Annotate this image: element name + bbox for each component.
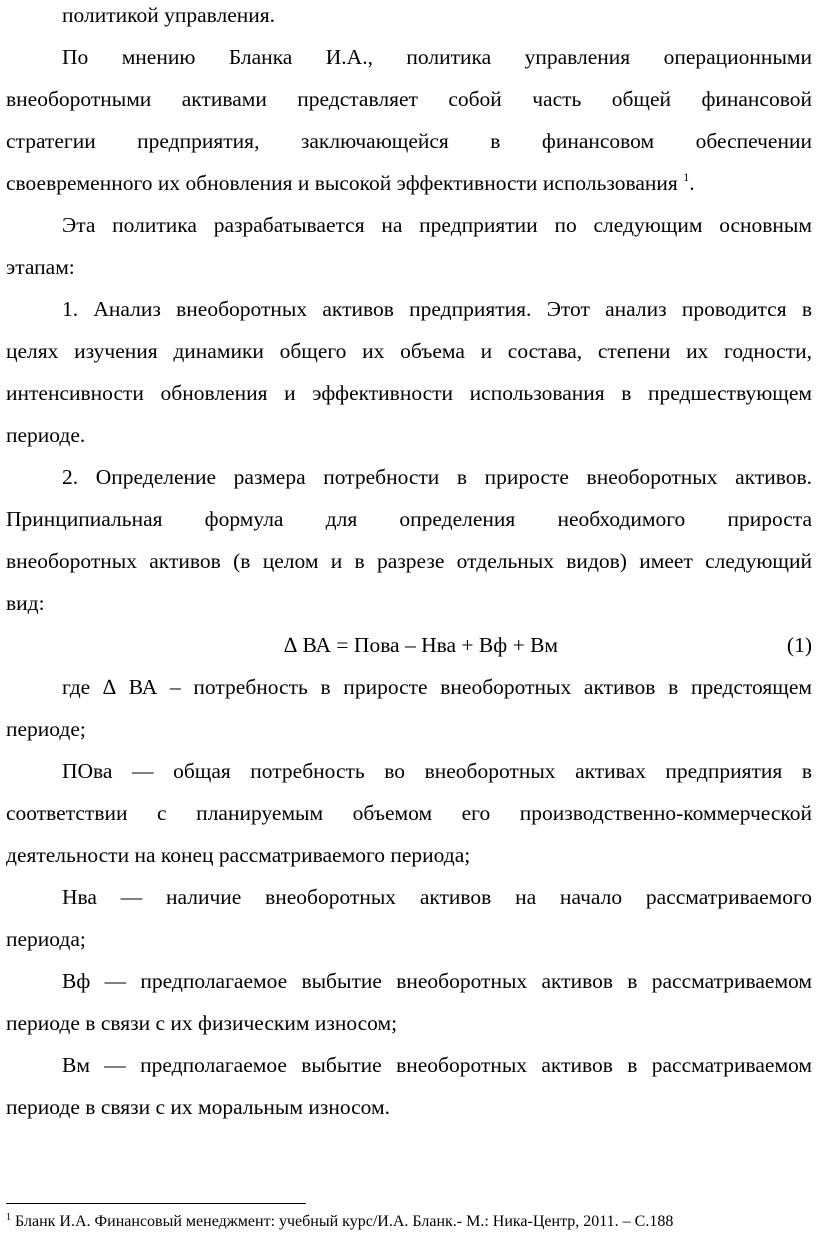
- paragraph-line: периода;: [6, 927, 86, 951]
- paragraph-line: деятельности на конец рассматриваемого периода;: [6, 843, 471, 867]
- paragraph-line: периоде.: [6, 423, 86, 447]
- paragraph-line: ПОва — общая потребность во внеоборотных активах предприятия в: [62, 759, 812, 783]
- paragraph-line: внеоборотными активами представляет собой часть общей финансовой: [6, 87, 812, 111]
- formula-number: (1): [786, 633, 812, 657]
- footnote: [6, 1212, 673, 1232]
- paragraph-line: внеоборотных активов (в целом и в разрезе отдельных видов) имеет следующий: [6, 549, 812, 573]
- paragraph-line: стратегии предприятия, заключающейся в финансовом обеспечении: [6, 129, 812, 153]
- footnote-text: Бланк И.А. Финансовый менеджмент: учебный курс/И.А. Бланк.- М.: Ника-Центр, 2011. – С.188: [11, 1213, 674, 1230]
- paragraph-line: интенсивности обновления и эффективности использования в предшествующем: [6, 381, 812, 405]
- paragraph-line: где ∆ ВА – потребность в приросте внеоборотных активов в предстоящем: [62, 675, 812, 699]
- paragraph-line: периоде в связи с их моральным износом.: [6, 1095, 390, 1119]
- paragraph-text: .: [689, 171, 695, 195]
- paragraph-line: 1. Анализ внеоборотных активов предприятия. Этот анализ проводится в: [62, 297, 812, 321]
- paragraph-line: политикой управления.: [62, 3, 276, 27]
- paragraph-line: Принципиальная формула для определения необходимого прироста: [6, 507, 812, 531]
- footnote-reference: 1: [683, 170, 690, 184]
- paragraph-line: вид:: [6, 591, 45, 615]
- paragraph-line: периоде;: [6, 717, 86, 741]
- paragraph-line: этапам:: [6, 255, 75, 279]
- footnote-separator: [6, 1203, 306, 1204]
- formula: ∆ ВА = Пова – Нва + Вф + Вм: [284, 633, 559, 657]
- paragraph-line: По мнению Бланка И.А., политика управления операционными: [62, 45, 812, 69]
- paragraph-line: Вм — предполагаемое выбытие внеоборотных активов в рассматриваемом: [62, 1053, 812, 1077]
- paragraph-line: Вф — предполагаемое выбытие внеоборотных активов в рассматриваемом: [62, 969, 812, 993]
- paragraph-line: [6, 168, 812, 198]
- paragraph-line: 2. Определение размера потребности в приросте внеоборотных активов.: [62, 465, 812, 489]
- paragraph-line: периоде в связи с их физическим износом;: [6, 1011, 398, 1035]
- footnote-marker: 1: [6, 1212, 11, 1223]
- paragraph-line: соответствии с планируемым объемом его производственно-коммерческой: [6, 801, 812, 825]
- paragraph-text: своевременного их обновления и высокой эффективности использования: [6, 171, 678, 195]
- paragraph-line: Нва — наличие внеоборотных активов на начало рассматриваемого: [62, 885, 812, 909]
- formula-row: [6, 630, 812, 660]
- paragraph-line: Эта политика разрабатывается на предприятии по следующим основным: [62, 213, 812, 237]
- paragraph-line: целях изучения динамики общего их объема и состава, степени их годности,: [6, 339, 812, 363]
